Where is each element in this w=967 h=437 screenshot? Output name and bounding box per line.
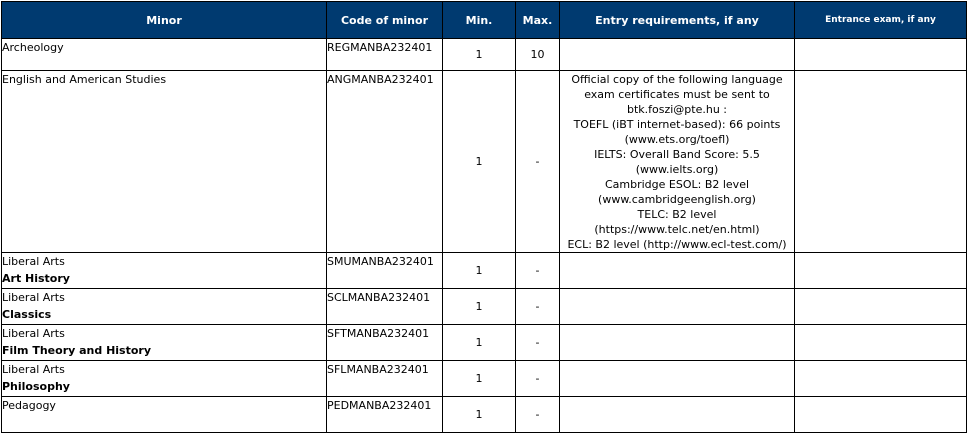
entrance-exam [795, 253, 967, 289]
minor-min: 1 [443, 397, 516, 433]
table-row [2, 71, 967, 253]
header-min: Min. [443, 2, 516, 39]
entry-requirement-line: IELTS: Overall Band Score: 5.5 [594, 147, 760, 161]
minor-max: - [516, 253, 560, 289]
minor-name: Pedagogy [2, 399, 56, 412]
minor-max: 10 [516, 39, 560, 71]
minor-code: SMUMANBA232401 [327, 253, 443, 289]
minor-min: 1 [443, 71, 516, 253]
header-minor: Minor [2, 2, 327, 39]
entry-requirement-line: (www.cambridgeenglish.org) [598, 192, 756, 206]
table-row [2, 325, 967, 361]
header-entry-requirements: Entry requirements, if any [560, 2, 795, 39]
minor-name-cell [2, 361, 327, 397]
minor-name: Liberal Arts [2, 327, 65, 340]
entrance-exam [795, 361, 967, 397]
table-row [2, 253, 967, 289]
minor-min: 1 [443, 39, 516, 71]
minor-code: SFLMANBA232401 [327, 361, 443, 397]
entry-requirement-line: TELC: B2 level [637, 207, 717, 221]
entry-requirement-line: TOEFL (iBT internet-based): 66 points [573, 117, 781, 131]
header-max: Max. [516, 2, 560, 39]
minor-name: Archeology [2, 41, 64, 54]
header-code: Code of minor [327, 2, 443, 39]
entrance-exam [795, 71, 967, 253]
minor-max: - [516, 325, 560, 361]
minor-max: - [516, 71, 560, 253]
minor-name-cell [2, 289, 327, 325]
minor-name: Liberal Arts [2, 255, 65, 268]
minor-code: ANGMANBA232401 [327, 71, 443, 253]
minor-name: Liberal Arts [2, 363, 65, 376]
entry-requirement-line: (www.ets.org/toefl) [624, 132, 730, 146]
minor-min: 1 [443, 325, 516, 361]
entry-requirement-line: exam certificates must be sent to [584, 87, 770, 101]
entry-requirement-line: btk.foszi@pte.hu : [626, 102, 728, 116]
table-row [2, 397, 967, 433]
entry-requirement-line: (www.ielts.org) [635, 162, 719, 176]
minor-name-cell [2, 71, 327, 253]
minor-name: Liberal Arts [2, 291, 65, 304]
minor-specialization: Film Theory and History [2, 344, 152, 357]
entrance-exam [795, 325, 967, 361]
entry-requirements [560, 253, 795, 289]
minor-specialization: Classics [2, 308, 52, 321]
table-row [2, 361, 967, 397]
entry-requirements [560, 289, 795, 325]
minor-max: - [516, 289, 560, 325]
header-entrance-exam: Entrance exam, if any [795, 2, 967, 39]
entrance-exam [795, 397, 967, 433]
entry-requirement-line: (https://www.telc.net/en.html) [594, 222, 760, 236]
entry-requirements [560, 361, 795, 397]
minor-max: - [516, 397, 560, 433]
minor-min: 1 [443, 289, 516, 325]
minor-name-cell [2, 397, 327, 433]
minors-table [1, 1, 967, 433]
minor-code: SFTMANBA232401 [327, 325, 443, 361]
minor-code: REGMANBA232401 [327, 39, 443, 71]
minor-name: English and American Studies [2, 73, 167, 86]
table-row [2, 289, 967, 325]
minor-code: PEDMANBA232401 [327, 397, 443, 433]
minor-name-cell [2, 325, 327, 361]
minor-specialization: Philosophy [2, 380, 70, 393]
minor-name-cell [2, 39, 327, 71]
minor-name-cell [2, 253, 327, 289]
entrance-exam [795, 289, 967, 325]
minor-max: - [516, 361, 560, 397]
minor-specialization: Art History [2, 272, 70, 285]
minor-min: 1 [443, 361, 516, 397]
entry-requirement-line: Cambridge ESOL: B2 level [604, 177, 750, 191]
header-row [2, 2, 967, 39]
entry-requirements [560, 325, 795, 361]
table-row [2, 39, 967, 71]
entry-requirement-line: Official copy of the following language [571, 72, 783, 86]
minor-code: SCLMANBA232401 [327, 289, 443, 325]
entry-requirements [560, 71, 795, 253]
minor-min: 1 [443, 253, 516, 289]
entry-requirements [560, 39, 795, 71]
entrance-exam [795, 39, 967, 71]
entry-requirement-line: ECL: B2 level (http://www.ecl-test.com/) [567, 237, 787, 251]
entry-requirements [560, 397, 795, 433]
